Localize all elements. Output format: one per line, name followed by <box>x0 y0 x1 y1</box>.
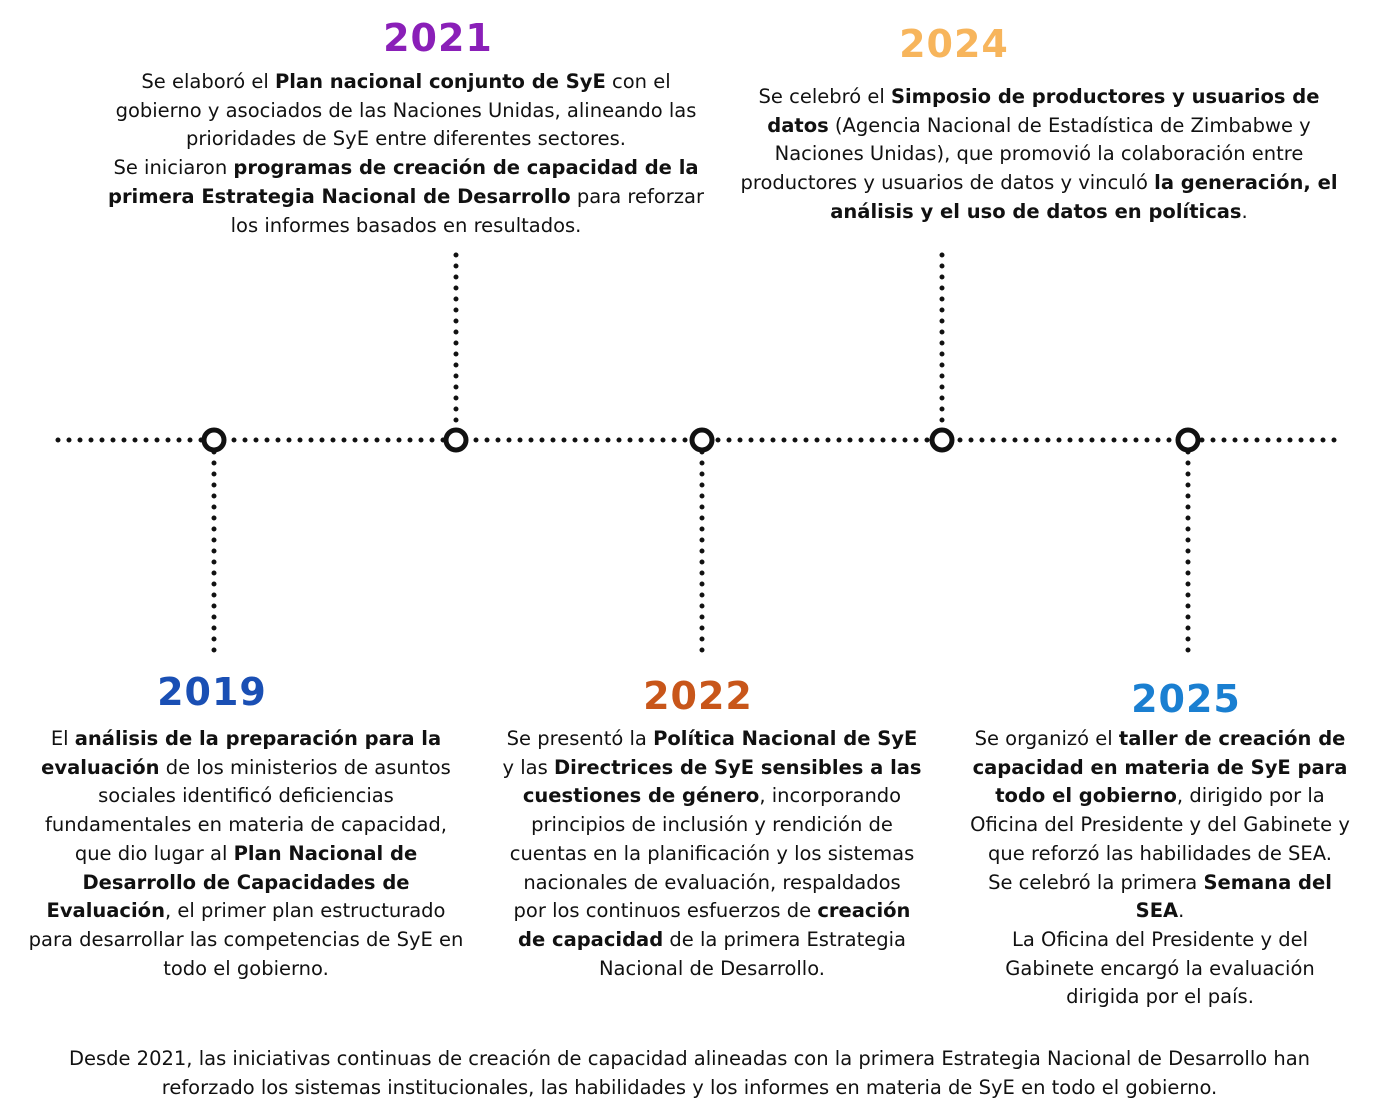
description-line <box>950 983 1370 1012</box>
description-line <box>950 897 1370 926</box>
text: Naciones Unidas), que promovió la colaboración entre <box>774 142 1304 166</box>
description-line <box>730 112 1348 141</box>
description-line <box>730 83 1348 112</box>
description-line <box>16 869 476 898</box>
text: los informes basados en resultados. <box>230 213 582 237</box>
description-line <box>492 725 932 754</box>
description-line <box>16 840 476 869</box>
text: . <box>1178 899 1185 923</box>
description-line <box>492 897 932 926</box>
description-line <box>492 955 932 984</box>
node-2025 <box>1178 430 1198 450</box>
bold-text: Plan Nacional de <box>233 841 418 865</box>
text: todo el gobierno. <box>163 956 329 980</box>
text: que reforzó las habilidades de SEA. <box>988 841 1332 865</box>
text: (Agencia Nacional de Estadística de Zimbabwe y <box>828 113 1311 137</box>
description-line <box>492 782 932 811</box>
description-line <box>950 840 1370 869</box>
text: sociales identificó deficiencias <box>98 784 394 808</box>
text: . <box>1241 199 1248 223</box>
bold-text: Semana del <box>1203 870 1332 894</box>
text: para reforzar <box>570 184 704 208</box>
bold-text: Plan nacional conjunto de SyE <box>274 70 606 93</box>
description-line <box>96 68 716 97</box>
description-2022 <box>492 725 932 983</box>
text: dirigida por el país. <box>1066 985 1254 1009</box>
description-line <box>730 169 1348 198</box>
text: , el primer plan estructurado <box>164 899 446 923</box>
text: para desarrollar las competencias de SyE en <box>28 927 464 951</box>
bold-text: cuestiones de género <box>522 784 760 808</box>
text: Se celebró el <box>758 85 891 108</box>
description-line <box>492 926 932 955</box>
description-line <box>492 754 932 783</box>
text: nacionales de evaluación, respaldados <box>523 870 901 894</box>
bold-text: SEA <box>1135 899 1179 923</box>
text: Oficina del Presidente y del Gabinete y <box>970 813 1350 837</box>
text: , incorporando <box>759 784 902 808</box>
text: El <box>50 727 75 750</box>
node-2022 <box>692 430 712 450</box>
description-line <box>950 782 1370 811</box>
text: cuentas en la planificación y los sistemas <box>509 841 915 865</box>
bold-text: primera Estrategia Nacional de Desarrollo <box>107 184 571 208</box>
year-2019: 2019 <box>157 670 267 714</box>
year-2025: 2025 <box>1131 677 1241 721</box>
text: de los ministerios de asuntos <box>159 755 451 779</box>
year-2024: 2024 <box>899 22 1009 66</box>
description-line <box>950 955 1370 984</box>
text: , dirigido por la <box>1176 784 1325 808</box>
description-line <box>950 926 1370 955</box>
bold-text: taller de creación de <box>1118 727 1346 750</box>
text: Se presentó la <box>506 727 654 750</box>
description-line <box>950 869 1370 898</box>
text: Se elaboró el <box>141 70 275 93</box>
description-line <box>16 926 476 955</box>
description-line <box>16 955 476 984</box>
description-line <box>492 811 932 840</box>
description-2024 <box>730 83 1348 227</box>
text: La Oficina del Presidente y del <box>1012 927 1308 951</box>
text: gobierno y asociados de las Naciones Unidas, alineando las <box>115 98 697 122</box>
bold-text: la generación, el <box>1154 171 1338 195</box>
text: prioridades de SyE entre diferentes sectores. <box>185 127 627 151</box>
bold-text: Política Nacional de SyE <box>653 727 918 750</box>
description-line <box>96 97 716 126</box>
description-line <box>96 125 716 154</box>
text: con el <box>605 70 671 93</box>
text: productores y usuarios de datos y vinculó <box>740 171 1155 195</box>
bold-text: Desarrollo de Capacidades de <box>82 870 410 894</box>
bold-text: Simposio de productores y usuarios de <box>890 85 1320 108</box>
footer-line-1: Desde 2021, las iniciativas continuas de creación de capacidad alineadas con la primera Estrategia Nacional de Desarrollo han <box>68 1047 1311 1070</box>
description-line <box>950 754 1370 783</box>
bold-text: programas de creación de capacidad de la <box>233 156 699 180</box>
description-line <box>16 754 476 783</box>
bold-text: datos <box>767 113 829 137</box>
description-line <box>950 725 1370 754</box>
bold-text: Evaluación <box>46 899 165 923</box>
description-line <box>16 811 476 840</box>
text: Gabinete encargó la evaluación <box>1005 956 1315 980</box>
bold-text: capacidad en materia de SyE para <box>972 755 1348 779</box>
year-2021: 2021 <box>383 16 493 60</box>
description-line <box>492 869 932 898</box>
footer-line-2: reforzado los sistemas institucionales, las habilidades y los informes en materia de SyE en todo el gobierno. <box>161 1075 1218 1099</box>
description-line <box>730 198 1348 227</box>
text: por los continuos esfuerzos de <box>513 899 818 923</box>
text: Nacional de Desarrollo. <box>598 956 826 980</box>
text: que dio lugar al <box>74 841 234 865</box>
description-2019 <box>16 725 476 983</box>
description-line <box>492 840 932 869</box>
bold-text: Directrices de SyE sensibles a las <box>553 755 922 779</box>
footer-summary <box>0 1045 1379 1102</box>
bold-text: creación <box>817 899 911 923</box>
text: y las <box>502 755 554 779</box>
bold-text: análisis y el uso de datos en políticas <box>830 199 1242 223</box>
description-line <box>96 183 716 212</box>
bold-text: análisis de la preparación para la <box>74 727 442 750</box>
text: principios de inclusión y rendición de <box>531 813 893 837</box>
description-2025 <box>950 725 1370 1012</box>
text: Se celebró la primera <box>988 870 1204 894</box>
description-line <box>16 725 476 754</box>
text: fundamentales en materia de capacidad, <box>45 813 447 837</box>
description-2021 <box>96 68 716 240</box>
description-line <box>730 140 1348 169</box>
node-2019 <box>204 430 224 450</box>
description-line <box>16 782 476 811</box>
text: de la primera Estrategia <box>663 927 906 951</box>
description-line <box>950 811 1370 840</box>
year-2022: 2022 <box>643 674 753 718</box>
bold-text: de capacidad <box>518 927 664 951</box>
text: Se organizó el <box>974 727 1119 750</box>
node-2021 <box>446 430 466 450</box>
text: Se iniciaron <box>113 156 234 180</box>
description-line <box>96 212 716 241</box>
bold-text: todo el gobierno <box>995 784 1177 808</box>
description-line <box>96 154 716 183</box>
description-line <box>16 897 476 926</box>
bold-text: evaluación <box>41 755 160 779</box>
node-2024 <box>932 430 952 450</box>
